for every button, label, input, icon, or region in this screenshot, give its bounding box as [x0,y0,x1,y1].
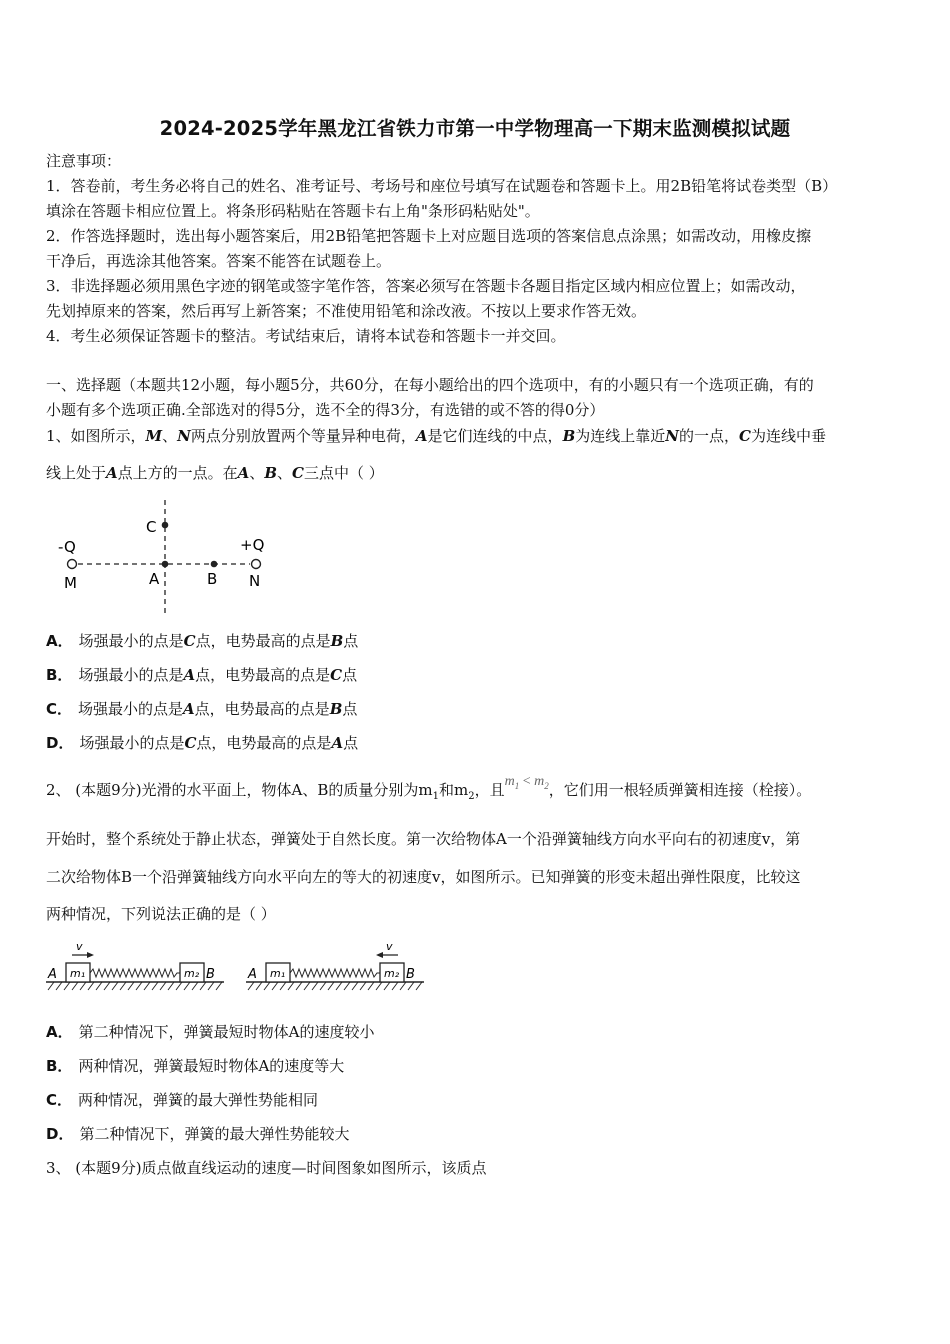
q1-symbol: A [415,427,428,445]
option-label: A． [46,632,73,650]
pos-charge-label: +Q [240,536,265,554]
velocity-arrowhead [376,952,383,958]
notice-line: 2．作答选择题时，选出每小题答案后，用2B铅笔把答题卡上对应题目选项的答案信息点涂黑；如需改动，用橡皮擦 [46,227,812,245]
option-text: 场强最小的点是 [78,632,184,650]
q1-text: 1、如图所示， [46,427,146,445]
q1-charge-figure [52,496,292,620]
option-text: 点 [343,632,359,650]
m2-label: m₂ [384,967,400,980]
q1-text: 、 [249,464,265,482]
q3-stem: 3、 (本题9分)质点做直线运动的速度—时间图象如图所示，该质点 [46,1159,487,1177]
option-text: 场强最小的点是 [78,700,184,718]
q1-text: 、 [277,464,293,482]
label-a: A [248,967,257,982]
m1-label: m₁ [270,967,286,980]
option-symbol: C [183,632,196,650]
option-label: B． [46,666,73,684]
m2-label: m₂ [184,967,200,980]
option-symbol: A [331,734,344,752]
q1-symbol: N [177,427,191,445]
option-label: B． [46,1057,73,1075]
q2-option-c[interactable] [46,1089,318,1111]
q1-symbol: A [237,464,250,482]
label-c: C [146,518,157,536]
option-text: 第二种情况下，弹簧最短时物体A的速度较小 [78,1023,375,1041]
ground-hatch [48,982,222,990]
ground-hatch [248,982,422,990]
q1-symbol: C [739,427,751,445]
option-text: 点，电势最高的点是 [194,700,330,718]
q1-text: 线上处于 [46,464,107,482]
label-a: A [149,570,160,588]
option-text: 第二种情况下，弹簧的最大弹性势能较大 [79,1125,350,1143]
q1-text: 为连线中垂 [750,427,826,445]
option-symbol: C [330,666,343,684]
q2-text: 和m [439,781,469,799]
mass-inequality [505,774,549,789]
q2-subscript: 2 [468,791,475,802]
m1-label: m₁ [70,967,86,980]
option-label: D． [46,1125,74,1143]
option-symbol: B [330,632,344,650]
point-b-dot [211,561,218,568]
charge-m-circle [68,560,77,569]
label-b: B [206,967,215,982]
label-b: B [207,570,218,588]
q2-subscript: 1 [432,791,440,802]
point-a-dot [162,561,169,568]
neg-charge-label: -Q [58,538,76,556]
ineq-sub1: 1 [514,780,520,791]
option-text: 点 [343,734,359,752]
q1-symbol: C [292,464,304,482]
q2-option-d[interactable] [46,1123,349,1145]
q1-text: 两点分别放置两个等量异种电荷， [190,427,416,445]
q2-stem-line3: 二次给物体B一个沿弹簧轴线方向水平向左的等大的初速度v，如图所示。已知弹簧的形变未超出弹性限度，比较这 [46,868,801,886]
option-symbol: A [183,700,195,718]
spring [290,969,380,977]
option-label: C． [46,1091,73,1109]
option-symbol: C [184,734,197,752]
ineq-m1: m [504,774,515,789]
notice-line: 填涂在答题卡相应位置上。将条形码粘贴在答题卡右上角"条形码粘贴处"。 [46,202,540,220]
q2-text: ，且 [474,781,505,799]
option-text: 两种情况，弹簧的最大弹性势能相同 [78,1091,319,1109]
q2-stem-line4: 两种情况，下列说法正确的是（ ） [46,905,276,923]
q1-symbol: B [562,427,576,445]
section-line: 小题有多个选项正确.全部选对的得5分，选不全的得3分，有选错的或不答的得0分） [46,401,605,419]
label-m: M [64,574,77,592]
option-text: 点，电势最高的点是 [196,734,332,752]
option-text: 两种情况，弹簧最短时物体A的速度等大 [78,1057,345,1075]
q1-text: 三点中（ ） [303,464,384,482]
q1-text: 的一点， [678,427,739,445]
notice-line: 干净后，再选涂其他答案。答案不能答在试题卷上。 [46,252,392,270]
q1-stem-line1 [46,425,826,447]
option-label: D． [46,734,74,752]
option-label: A． [46,1023,73,1041]
q1-option-c[interactable] [46,698,357,720]
velocity-arrowhead [87,952,94,958]
ineq-lt: < [519,774,535,789]
q2-spring-figure-2 [244,938,426,998]
q1-symbol: M [145,427,163,445]
notice-line: 先划掉原来的答案，然后再写上新答案；不准使用铅笔和涂改液。不按以上要求作答无效。 [46,302,647,320]
q1-option-a[interactable] [46,630,358,652]
q2-text: ，它们用一根轻质弹簧相连接（栓接）。 [548,781,812,799]
label-n: N [249,572,261,590]
notice-line: 1．答卷前，考生务必将自己的姓名、准考证号、考场号和座位号填写在试题卷和答题卡上。用2B铅笔将试卷类型（B） [46,177,838,195]
notice-heading: 注意事项： [46,152,122,170]
option-text: 点 [342,666,358,684]
option-text: 点 [342,700,358,718]
q2-option-a[interactable] [46,1021,374,1043]
label-b: B [406,967,415,982]
q1-stem-line2 [46,462,384,484]
q1-option-d[interactable] [46,732,358,754]
option-symbol: B [329,700,343,718]
notice-line: 3．非选择题必须用黑色字迹的钢笔或签字笔作答，答案必须写在答题卡各题目指定区域内相应位置上；如需改动， [46,277,806,295]
q2-option-b[interactable] [46,1055,344,1077]
q1-symbol: N [665,427,679,445]
option-text: 场强最小的点是 [79,734,185,752]
q1-symbol: B [264,464,278,482]
spring [90,969,180,977]
q2-text: 2、 (本题9分)光滑的水平面上，物体A、B的质量分别为m [46,781,433,799]
notice-line: 4．考生必须保证答题卡的整洁。考试结束后，请将本试卷和答题卡一并交回。 [46,327,566,345]
option-text: 点，电势最高的点是 [195,632,331,650]
q1-text: 为连线上靠近 [575,427,666,445]
ineq-sub2: 2 [544,780,549,791]
charge-n-circle [252,560,261,569]
velocity-label: v [76,940,83,953]
page-title: 2024-2025学年黑龙江省铁力市第一中学物理高一下期末监测模拟试题 [159,117,791,140]
label-a: A [48,967,57,982]
q1-text: 点上方的一点。在 [117,464,238,482]
q2-stem-line2: 开始时，整个系统处于静止状态，弹簧处于自然长度。第一次给物体A一个沿弹簧轴线方向水平向右的初速度v，第 [46,830,801,848]
q2-spring-figure-1 [44,938,226,998]
ineq-m2: m [534,774,545,789]
q1-symbol: A [106,464,118,482]
q1-option-b[interactable] [46,664,357,686]
option-label: C． [46,700,73,718]
option-text: 场强最小的点是 [78,666,184,684]
q2-stem-line1 [46,774,812,808]
q1-text: 是它们连线的中点， [427,427,563,445]
option-text: 点，电势最高的点是 [195,666,331,684]
q1-text: 、 [162,427,178,445]
section-line: 一、选择题（本题共12小题，每小题5分，共60分，在每小题给出的四个选项中，有的小题只有一个选项正确，有的 [46,376,814,394]
point-c-dot [162,522,169,529]
option-symbol: A [183,666,196,684]
velocity-label: v [386,940,393,953]
